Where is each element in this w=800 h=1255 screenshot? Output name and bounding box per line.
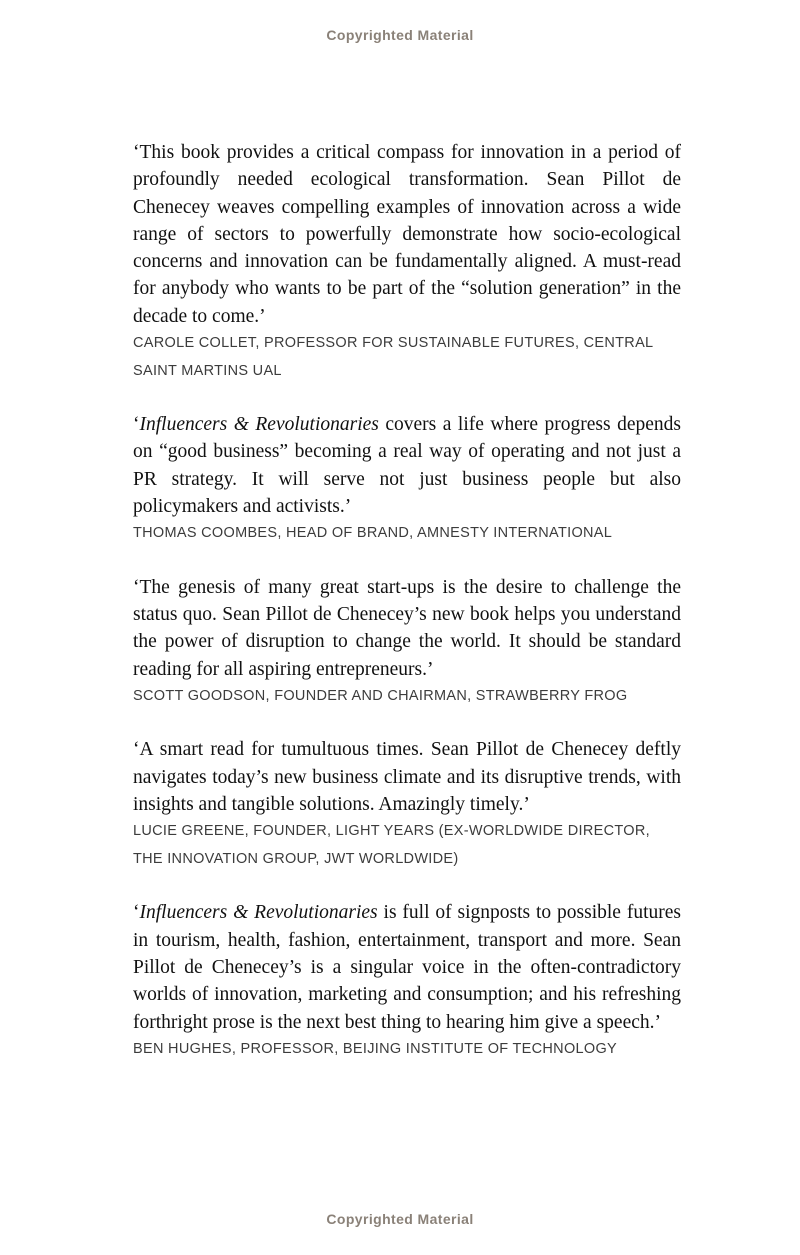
book-title-italic: Influencers & Revolutionaries	[139, 414, 379, 436]
endorsement-block	[133, 736, 681, 873]
endorsement-block	[133, 411, 681, 548]
quote-text: ‘	[133, 414, 140, 436]
endorsement-block	[133, 899, 681, 1063]
endorsement-quote	[133, 574, 681, 683]
endorsement-block	[133, 574, 681, 711]
copyright-watermark-top: Copyrighted Material	[326, 27, 474, 43]
quote-text: ‘	[133, 902, 140, 924]
copyright-watermark-bottom: Copyrighted Material	[326, 1211, 474, 1227]
quote-text: ‘The genesis of many great start-ups is the desire to challenge the status quo. Sean Pillot de Chenecey’s new book helps you understand the power of disruption to change the world. It should be standard reading for all aspiring entrepreneurs.’	[133, 576, 681, 680]
quote-text-continued: covers a life where progress depends on “good business” becoming a real way of operating and not just a PR strategy. It will serve not just business people but also policymakers and activists.’	[133, 414, 681, 517]
quote-text: ‘This book provides a critical compass for innovation in a period of profoundly needed ecological transformation. Sean Pillot de Chenecey weaves compelling examples of innovation across a wide range of sectors to powerfully demonstrate how socio-ecological concerns and innovation can be fundamentally aligned. A must-read for anybody who wants to be part of the “solution generation” in the decade to come.’	[133, 142, 681, 327]
endorsement-attribution: LUCIE GREENE, FOUNDER, LIGHT YEARS (EX-WORLDWIDE DIRECTOR, THE INNOVATION GROUP, JWT WORLDWIDE)	[133, 823, 650, 867]
quote-text: ‘A smart read for tumultuous times. Sean Pillot de Chenecey deftly navigates today’s new business climate and its disruptive trends, with insights and tangible solutions. Amazingly timely.’	[133, 739, 681, 816]
endorsement-quote	[133, 736, 681, 818]
quote-text-continued: is full of signposts to possible futures in tourism, health, fashion, entertainment, transport and more. Sean Pillot de Chenecey’s is a singular voice in the often-contradictory worlds of innovation, marketing and consumption; and his refreshing forthright prose is the next best thing to hearing him give a speech.’	[133, 902, 681, 1033]
endorsement-quote	[133, 899, 681, 1035]
endorsements-content	[133, 139, 681, 1089]
endorsement-quote	[133, 411, 681, 520]
endorsement-attribution: SCOTT GOODSON, FOUNDER AND CHAIRMAN, STRAWBERRY FROG	[133, 687, 628, 704]
endorsement-quote	[133, 139, 681, 330]
endorsement-attribution: CAROLE COLLET, PROFESSOR FOR SUSTAINABLE FUTURES, CENTRAL SAINT MARTINS UAL	[133, 335, 653, 379]
endorsement-block	[133, 139, 681, 385]
endorsement-attribution: BEN HUGHES, PROFESSOR, BEIJING INSTITUTE OF TECHNOLOGY	[133, 1040, 618, 1057]
book-title-italic: Influencers & Revolutionaries	[139, 902, 378, 924]
endorsement-attribution: THOMAS COOMBES, HEAD OF BRAND, AMNESTY INTERNATIONAL	[133, 525, 613, 542]
